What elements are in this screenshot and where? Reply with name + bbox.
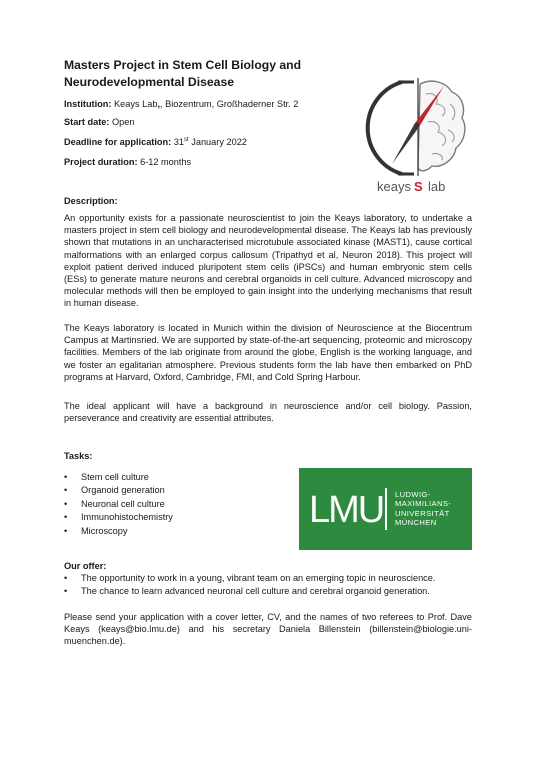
start-date-value: Open <box>112 117 135 127</box>
keays-brain-compass-icon <box>362 72 472 197</box>
deadline-suffix: st <box>184 136 189 143</box>
deadline-label: Deadline for application: <box>64 137 172 147</box>
list-item: • Immunohistochemistry <box>64 511 173 524</box>
lmu-name-line: UNIVERSITÄT <box>395 508 450 518</box>
deadline-rest: January 2022 <box>191 137 247 147</box>
description-heading: Description: <box>64 196 118 206</box>
keays-lab-word: lab <box>428 179 446 194</box>
tasks-list <box>64 471 173 538</box>
list-item: • Stem cell culture <box>64 471 173 484</box>
list-item: • Organoid generation <box>64 484 173 497</box>
contact-paragraph: Please send your application with a cover letter, CV, and the names of two referees to Prof. Dave Keays (keays@bio.lmu.de) and his secretary Daniela Billenstein (billenstein@biologie.uni-muenchen.de). <box>64 612 472 647</box>
tasks-heading: Tasks: <box>64 451 93 461</box>
keays-word: keays <box>377 179 411 194</box>
lmu-name-line: MÜNCHEN <box>395 518 437 528</box>
offer-heading: Our offer: <box>64 561 107 571</box>
lmu-divider <box>385 488 387 530</box>
start-date-line <box>64 116 134 128</box>
institution-label: Institution: <box>64 99 112 109</box>
duration-line <box>64 156 191 168</box>
duration-value: 6-12 months <box>140 157 192 167</box>
lmu-name-line: LUDWIG- <box>395 490 431 499</box>
institution-address: , Biozentrum, Großhaderner Str. 2 <box>160 99 299 109</box>
lmu-name-line: MAXIMILIANS- <box>395 499 452 509</box>
list-item: • The opportunity to work in a young, vibrant team on an emerging topic in neuroscience. <box>64 572 435 585</box>
lmu-logo <box>299 468 472 550</box>
keays-lab-logo <box>362 72 472 197</box>
lmu-wordmark: LMU <box>309 489 384 531</box>
start-date-label: Start date: <box>64 117 110 127</box>
duration-label: Project duration: <box>64 157 138 167</box>
deadline-line <box>64 136 247 148</box>
keays-letter: S <box>414 179 423 194</box>
institution-lab: Keays Lab <box>114 99 158 109</box>
deadline-day: 31 <box>173 137 184 147</box>
description-paragraph-1: An opportunity exists for a passionate neuroscientist to join the Keays laboratory, to undertake a masters project in stem cell biology and neurodevelopmental disease. The Keays lab has previously shown that mutations in an uncharacterised microtubule associated kinase (MAST1), cause cortical malformations with an enlarged corpus callosum (Tripathyd et al, Neuron 2018). This project will exploit patient derived induced pluripotent stem cells (iPSCs) and human embryonic stem cells (ESs) to generate mature neurons and cerebral organoids in cell culture. Advanced microscopy and molecular methods will then be employed to gain insight into the underlying mechanisms that result in human disease. <box>64 213 472 309</box>
description-paragraph-2: The Keays laboratory is located in Munich within the division of Neuroscience at the Biocentrum Campus at Martinsried. We are supported by state-of-the-art sequencing, proteomic and microscopy facilities. Members of the lab originate from around the globe, English is the working language, and we foster an egalitarian atmosphere. Previous students form the lab have then embarked on PhD programs at Harvard, Oxford, Cambridge, FMI, and Cold Spring Harbour. <box>64 323 472 382</box>
offer-list <box>64 572 435 599</box>
institution-line: Institution: Keays Lab,, Biozentrum, Großhaderner Str. 2 <box>64 99 299 109</box>
list-item: • The chance to learn advanced neuronal cell culture and cerebral organoid generation. <box>64 585 435 598</box>
list-item: • Neuronal cell culture <box>64 498 173 511</box>
list-item: • Microscopy <box>64 525 173 538</box>
lmu-university-name <box>395 490 451 528</box>
page-title: Masters Project in Stem Cell Biology and Neurodevelopmental Disease <box>64 58 302 89</box>
description-paragraph-3: The ideal applicant will have a background in neuroscience and/or cell biology. Passion, perseverance and creativity are essential attributes. <box>64 401 472 424</box>
